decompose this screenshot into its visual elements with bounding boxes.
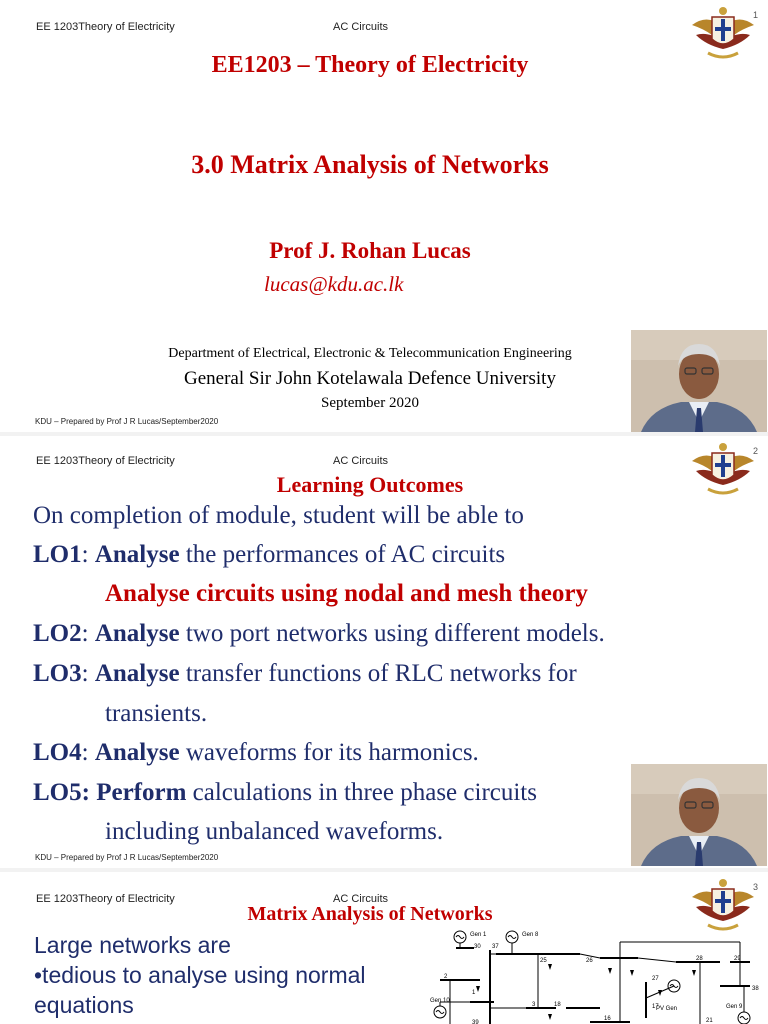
lo3-continuation: transients.: [105, 700, 208, 727]
lo2-line: LO2: Analyse two port networks using different models.: [33, 620, 605, 647]
label-bus-29: 29: [734, 956, 741, 962]
slide-1: [0, 0, 768, 432]
lo1-text: the performances of AC circuits: [185, 541, 506, 568]
body-line-3: equations: [34, 992, 134, 1018]
lo4-verb: Analyse: [94, 739, 180, 766]
lo1-code: LO1: [33, 541, 82, 568]
slide-3-body: [34, 930, 366, 1020]
lo5-line: [33, 779, 537, 807]
lo1-verb: Analyse: [94, 541, 180, 568]
label-bus-38: 38: [752, 986, 759, 992]
label-bus-21: 21: [706, 1018, 713, 1024]
lo5-continuation: including unbalanced waveforms.: [105, 818, 444, 845]
lo3-verb: Analyse: [94, 660, 180, 687]
header-course: EE 1203Theory of Electricity: [36, 893, 175, 905]
date: September 2020: [321, 395, 419, 411]
label-bus-16: 16: [604, 1016, 611, 1022]
lo3-line: LO3: Analyse transfer functions of RLC networks for: [33, 660, 577, 687]
label-bus-17: 17: [652, 1004, 659, 1010]
label-bus-37: 37: [492, 944, 499, 950]
slide-3-title: Matrix Analysis of Networks: [247, 903, 493, 925]
lo3-code: LO3: [33, 660, 82, 687]
header-topic: AC Circuits: [333, 21, 389, 33]
ieee-39-bus-diagram: [430, 928, 768, 1024]
footer-credit: KDU – Prepared by Prof J R Lucas/September2020: [35, 853, 219, 862]
page-number: 2: [752, 446, 758, 456]
lo5-verb: Perform: [96, 779, 187, 806]
intro-line: On completion of module, student will be able to: [33, 502, 524, 529]
header-course: EE 1203Theory of Electricity: [36, 455, 175, 467]
label-gen-10: Gen 10: [430, 998, 450, 1004]
lo4-line: LO4: Analyse waveforms for its harmonics.: [33, 739, 479, 766]
body-line-1: Large networks are: [34, 932, 231, 958]
author-name: Prof J. Rohan Lucas: [269, 238, 471, 263]
lo4-text: waveforms for its harmonics.: [185, 739, 479, 766]
label-bus-3: 3: [532, 1002, 536, 1008]
label-bus-26: 26: [586, 958, 593, 964]
label-bus-28: 28: [696, 956, 703, 962]
footer-credit: KDU – Prepared by Prof J R Lucas/September2020: [35, 417, 219, 426]
label-pv-gen: PV Gen: [656, 1006, 678, 1012]
slide-3: [0, 872, 768, 1024]
page-number: 3: [752, 882, 758, 892]
presenter-photo: [631, 330, 767, 432]
lo2-text: two port networks using different models.: [185, 620, 605, 647]
slide-1-title: EE1203 – Theory of Electricity: [211, 52, 529, 78]
label-bus-2: 2: [444, 974, 448, 980]
presenter-photo: [631, 764, 767, 866]
lo5-code: LO5:: [33, 779, 90, 806]
page-number: 1: [752, 10, 758, 20]
lo4-code: LO4: [33, 739, 82, 766]
label-bus-1: 1: [472, 990, 476, 996]
label-gen-1: Gen 1: [470, 932, 487, 938]
slide-2-title: Learning Outcomes: [276, 472, 464, 497]
university: General Sir John Kotelawala Defence University: [184, 368, 556, 389]
label-bus-39: 39: [472, 1020, 479, 1024]
label-bus-30: 30: [474, 944, 481, 950]
lo5-text: calculations in three phase circuits: [192, 779, 537, 806]
label-gen-8: Gen 8: [522, 932, 539, 938]
label-bus-25: 25: [540, 958, 547, 964]
label-bus-27: 27: [652, 976, 659, 982]
header-course: EE 1203Theory of Electricity: [36, 21, 175, 33]
lo3-text: transfer functions of RLC networks for: [185, 660, 577, 687]
lo1-line: LO1: Analyse the performances of AC circuits: [33, 541, 506, 568]
author-email[interactable]: lucas@kdu.ac.lk: [264, 272, 404, 296]
lo2-code: LO2: [33, 620, 82, 647]
slide-1-subtitle: 3.0 Matrix Analysis of Networks: [191, 150, 549, 179]
header-topic: AC Circuits: [333, 893, 389, 905]
label-gen-9: Gen 9: [726, 1004, 743, 1010]
lo1-subline: Analyse circuits using nodal and mesh theory: [105, 580, 588, 607]
header-topic: AC Circuits: [333, 455, 389, 467]
body-line-2: •tedious to analyse using normal: [34, 962, 366, 988]
department: Department of Electrical, Electronic & Telecommunication Engineering: [168, 346, 572, 361]
lo2-verb: Analyse: [94, 620, 180, 647]
slide-2: [0, 436, 768, 868]
label-bus-18: 18: [554, 1002, 561, 1008]
